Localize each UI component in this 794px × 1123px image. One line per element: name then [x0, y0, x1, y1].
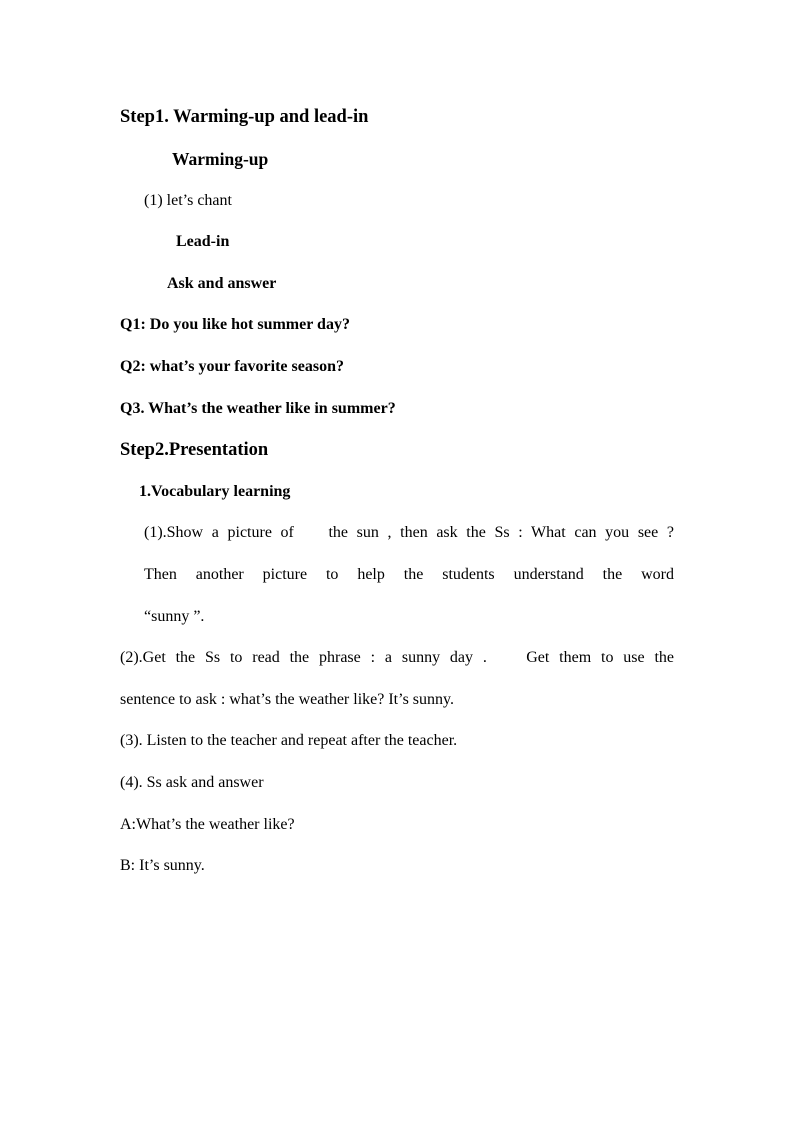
ask-answer-label: Ask and answer: [167, 275, 277, 292]
dialog-a: A:What’s the weather like?: [120, 816, 295, 833]
chant-line: (1) let’s chant: [144, 192, 232, 209]
item1-line2: Then another picture to help the students understand the word: [144, 566, 674, 583]
item2-line2: sentence to ask : what’s the weather like? It’s sunny.: [120, 691, 454, 708]
item1-line3: “sunny ”.: [144, 608, 205, 625]
item3-line: (3). Listen to the teacher and repeat after the teacher.: [120, 732, 458, 749]
leadin-label: Lead-in: [176, 233, 230, 250]
step1-heading: Step1. Warming-up and lead-in: [120, 107, 369, 127]
item1-line1: (1).Show a picture of the sun , then ask the Ss : What can you see ?: [144, 524, 674, 541]
step2-heading: Step2.Presentation: [120, 440, 269, 460]
item2-line1: (2).Get the Ss to read the phrase : a sunny day . Get them to use the: [120, 649, 674, 666]
dialog-b: B: It’s sunny.: [120, 857, 205, 874]
question-2: Q2: what’s your favorite season?: [120, 358, 344, 375]
item4-line: (4). Ss ask and answer: [120, 774, 264, 791]
warmup-label: Warming-up: [172, 149, 269, 169]
question-1: Q1: Do you like hot summer day?: [120, 316, 350, 333]
vocabulary-label: 1.Vocabulary learning: [139, 483, 291, 500]
question-3: Q3. What’s the weather like in summer?: [120, 400, 396, 417]
